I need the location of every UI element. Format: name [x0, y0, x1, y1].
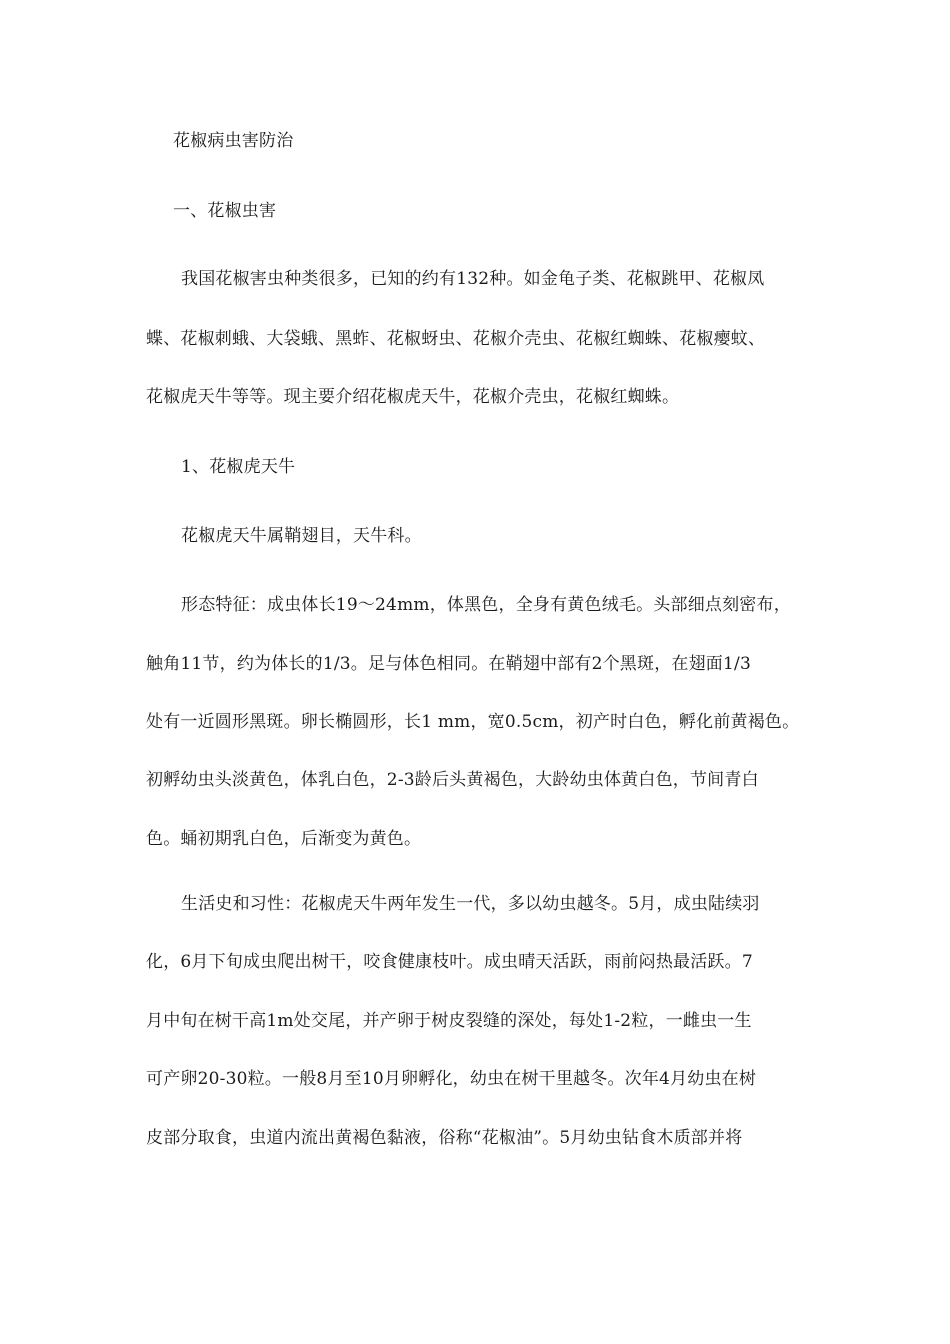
paragraph-line: 初孵幼虫头淡黄色，体乳白色，2-3龄后头黄褐色，大龄幼虫体黄白色，节间青白 [146, 770, 759, 790]
paragraph-line: 生活史和习性：花椒虎天牛两年发生一代，多以幼虫越冬。5月，成虫陆续羽 [181, 894, 760, 914]
subsection-heading: 1、花椒虎天牛 [181, 457, 296, 477]
section-heading: 一、花椒虫害 [173, 201, 277, 221]
paragraph-line: 可产卵20-30粒。一般8月至10月卵孵化，幼虫在树干里越冬。次年4月幼虫在树 [146, 1069, 757, 1089]
paragraph-line: 形态特征：成虫体长19～24mm，体黑色，全身有黄色绒毛。头部细点刻密布， [181, 595, 791, 615]
document-title: 花椒病虫害防治 [173, 131, 294, 151]
paragraph-line: 色。蛹初期乳白色，后渐变为黄色。 [146, 829, 422, 849]
paragraph-line: 月中旬在树干高1m处交尾，并产卵于树皮裂缝的深处，每处1-2粒，一雌虫一生 [146, 1011, 752, 1031]
paragraph-line: 化，6月下旬成虫爬出树干，咬食健康枝叶。成虫晴天活跃，雨前闷热最活跃。7 [146, 952, 753, 972]
paragraph-line: 皮部分取食，虫道内流出黄褐色黏液，俗称“花椒油”。5月幼虫钻食木质部并将 [146, 1128, 743, 1148]
paragraph-line: 花椒虎天牛等等。现主要介绍花椒虎天牛，花椒介壳虫，花椒红蜘蛛。 [146, 387, 680, 407]
paragraph-line: 蝶、花椒刺蛾、大袋蛾、黑蚱、花椒蚜虫、花椒介壳虫、花椒红蜘蛛、花椒瘿蚊、 [146, 329, 766, 349]
paragraph-line: 触角11节，约为体长的1/3。足与体色相同。在鞘翅中部有2个黑斑，在翅面1/3 [146, 654, 751, 674]
paragraph-line: 花椒虎天牛属鞘翅目，天牛科。 [181, 526, 422, 546]
paragraph-line: 我国花椒害虫种类很多，已知的约有132种。如金龟子类、花椒跳甲、花椒凤 [181, 269, 765, 289]
paragraph-line: 处有一近圆形黑斑。卵长椭圆形，长1 mm，宽0.5cm，初产时白色，孵化前黄褐色。 [146, 712, 800, 732]
